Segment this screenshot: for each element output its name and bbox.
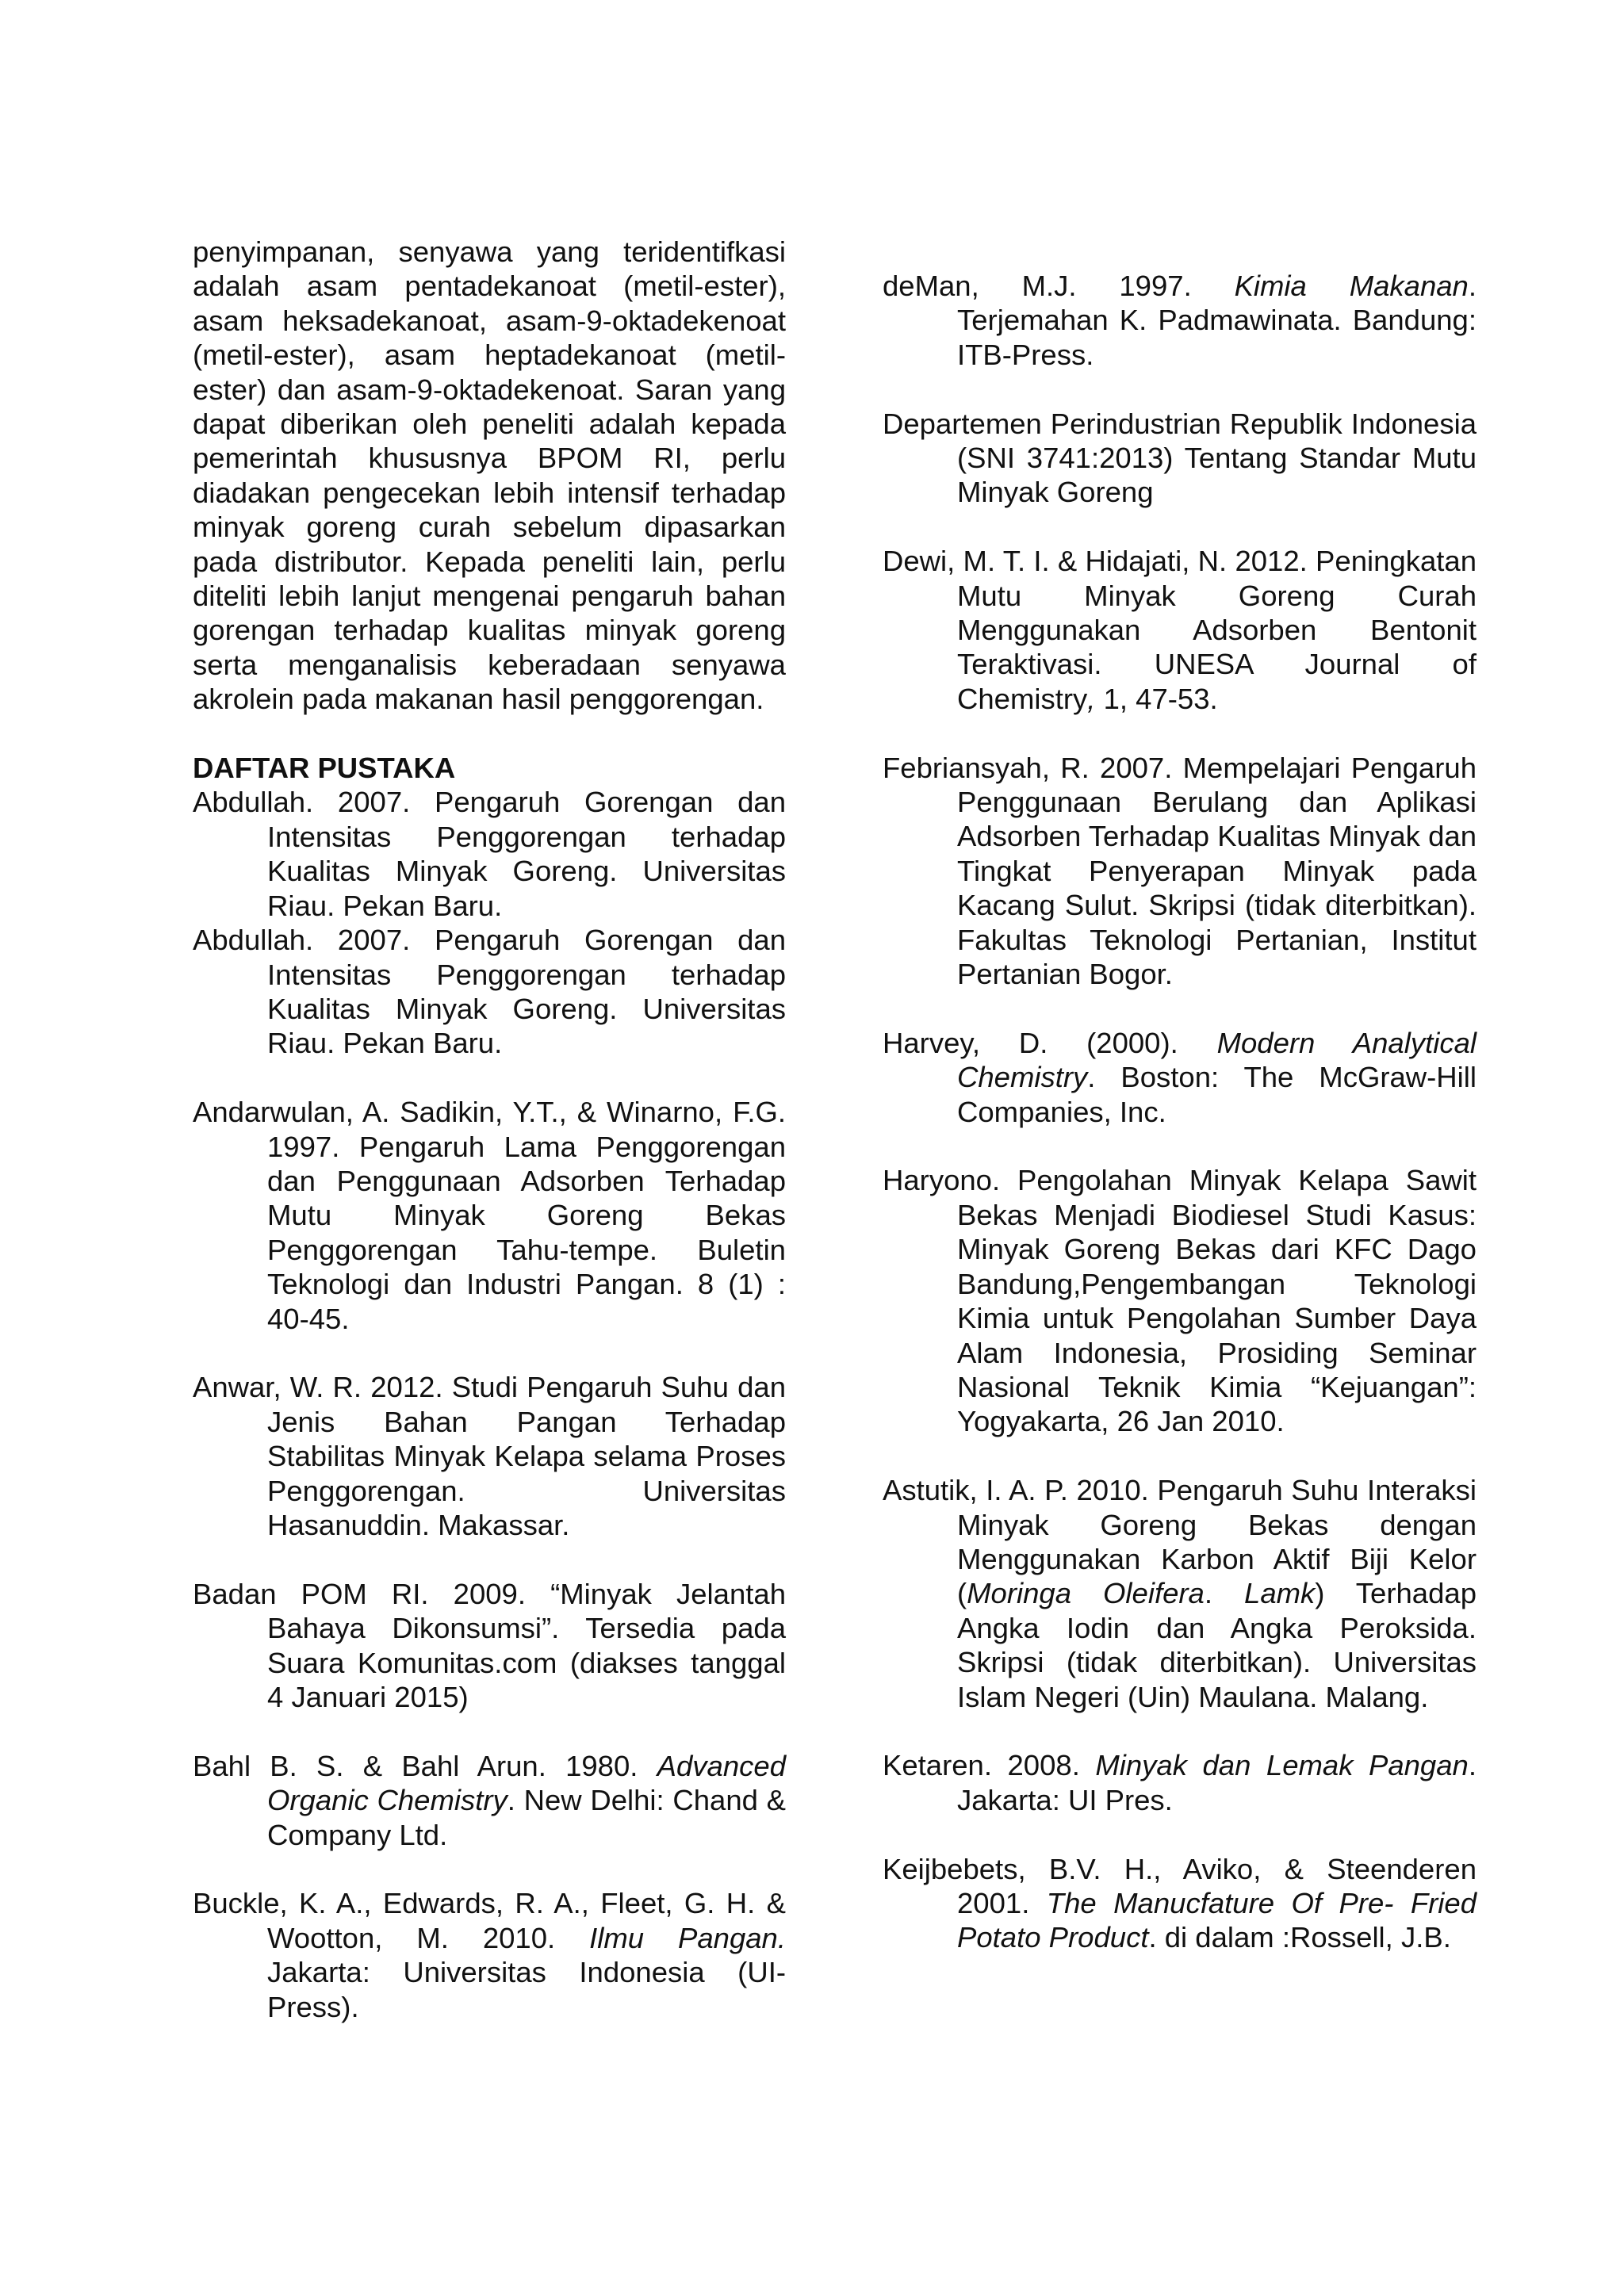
reference-item: Haryono. Pengolahan Minyak Kelapa Sawit Bekas Menjadi Biodiesel Studi Kasus: Minyak Goreng Bekas dari KFC Dago Bandung,Pengembangan Teknologi Kimia untuk Pengolahan Sumber Daya Alam Indonesia, Prosiding Seminar Nasional Teknik Kimia “Kejuangan”: Yogyakarta, 26 Jan 2010. (883, 1164, 1477, 1438)
reference-item: Abdullah. 2007. Pengaruh Gorengan dan Intensitas Penggorengan terhadap Kualitas Minyak Goreng. Universitas Riau. Pekan Baru. (193, 924, 786, 1060)
reference-item: Ketaren. 2008. Minyak dan Lemak Pangan. Jakarta: UI Pres. (883, 1749, 1477, 1816)
reference-item: Andarwulan, A. Sadikin, Y.T., & Winarno, F.G. 1997. Pengaruh Lama Penggorengan dan Penggunaan Adsorben Terhadap Mutu Minyak Goreng Bekas Penggorengan Tahu-tempe. Buletin Teknologi dan Industri Pangan. 8 (1) : 40-45. (193, 1096, 786, 1335)
reference-item: Dewi, M. T. I. & Hidajati, N. 2012. Peningkatan Mutu Minyak Goreng Curah Menggunakan Adsorben Bentonit Teraktivasi. UNESA Journal of Chemistry, 1, 47-53. (883, 545, 1477, 715)
left-column (193, 235, 786, 2024)
reference-item: Abdullah. 2007. Pengaruh Gorengan dan Intensitas Penggorengan terhadap Kualitas Minyak Goreng. Universitas Riau. Pekan Baru. (193, 786, 786, 922)
reference-item: Buckle, K. A., Edwards, R. A., Fleet, G. H. & Wootton, M. 2010. Ilmu Pangan. Jakarta: Universitas Indonesia (UI-Press). (193, 1887, 786, 2023)
reference-item: Anwar, W. R. 2012. Studi Pengaruh Suhu dan Jenis Bahan Pangan Terhadap Stabilitas Minyak Kelapa selama Proses Penggorengan. Universitas Hasanuddin. Makassar. (193, 1371, 786, 1541)
reference-item: Harvey, D. (2000). Modern Analytical Chemistry. Boston: The McGraw-Hill Companies, Inc. (883, 1026, 1477, 1128)
reference-item: Keijbebets, B.V. H., Aviko, & Steenderen 2001. The Manucfature Of Pre- Fried Potato Product. di dalam :Rossell, J.B. (883, 1852, 1477, 1954)
reference-item: Astutik, I. A. P. 2010. Pengaruh Suhu Interaksi Minyak Goreng Bekas dengan Menggunakan Karbon Aktif Biji Kelor (Moringa Oleifera. Lamk) Terhadap Angka Iodin dan Angka Peroksida. Skripsi (tidak diterbitkan). Universitas Islam Negeri (Uin) Maulana. Malang. (883, 1474, 1477, 1713)
reference-item: Febriansyah, R. 2007. Mempelajari Pengaruh Penggunaan Berulang dan Aplikasi Adsorben Terhadap Kualitas Minyak dan Tingkat Penyerapan Minyak pada Kacang Sulut. Skripsi (tidak diterbitkan). Fakultas Teknologi Pertanian, Institut Pertanian Bogor. (883, 751, 1477, 991)
references-heading: DAFTAR PUSTAKA (193, 752, 456, 785)
reference-item: Bahl B. S. & Bahl Arun. 1980. Advanced Organic Chemistry. New Delhi: Chand & Company Ltd. (193, 1749, 786, 1851)
conclusion-paragraph: penyimpanan, senyawa yang teridentifkasi adalah asam pentadekanoat (metil-ester), asam heksadekanoat, asam-9-oktadekenoat (metil-ester), asam heptadekanoat (metil-ester) dan asam-9-oktadekenoat. Saran yang dapat diberikan oleh peneliti adalah kepada pemerintah khususnya BPOM RI, perlu diadakan pengecekan lebih intensif terhadap minyak goreng curah sebelum dipasarkan pada distributor. Kepada peneliti lain, perlu diteliti lebih lanjut mengenai pengaruh bahan gorengan terhadap kualitas minyak goreng serta menganalisis keberadaan senyawa akrolein pada makanan hasil penggorengan. (193, 235, 786, 716)
reference-item: deMan, M.J. 1997. Kimia Makanan. Terjemahan K. Padmawinata. Bandung: ITB-Press. (883, 270, 1477, 371)
reference-item: Badan POM RI. 2009. “Minyak Jelantah Bahaya Dikonsumsi”. Tersedia pada Suara Komunitas.com (diakses tanggal 4 Januari 2015) (193, 1577, 786, 1713)
right-column (883, 269, 1477, 1955)
reference-item: Departemen Perindustrian Republik Indonesia (SNI 3741:2013) Tentang Standar Mutu Minyak Goreng (883, 407, 1477, 509)
